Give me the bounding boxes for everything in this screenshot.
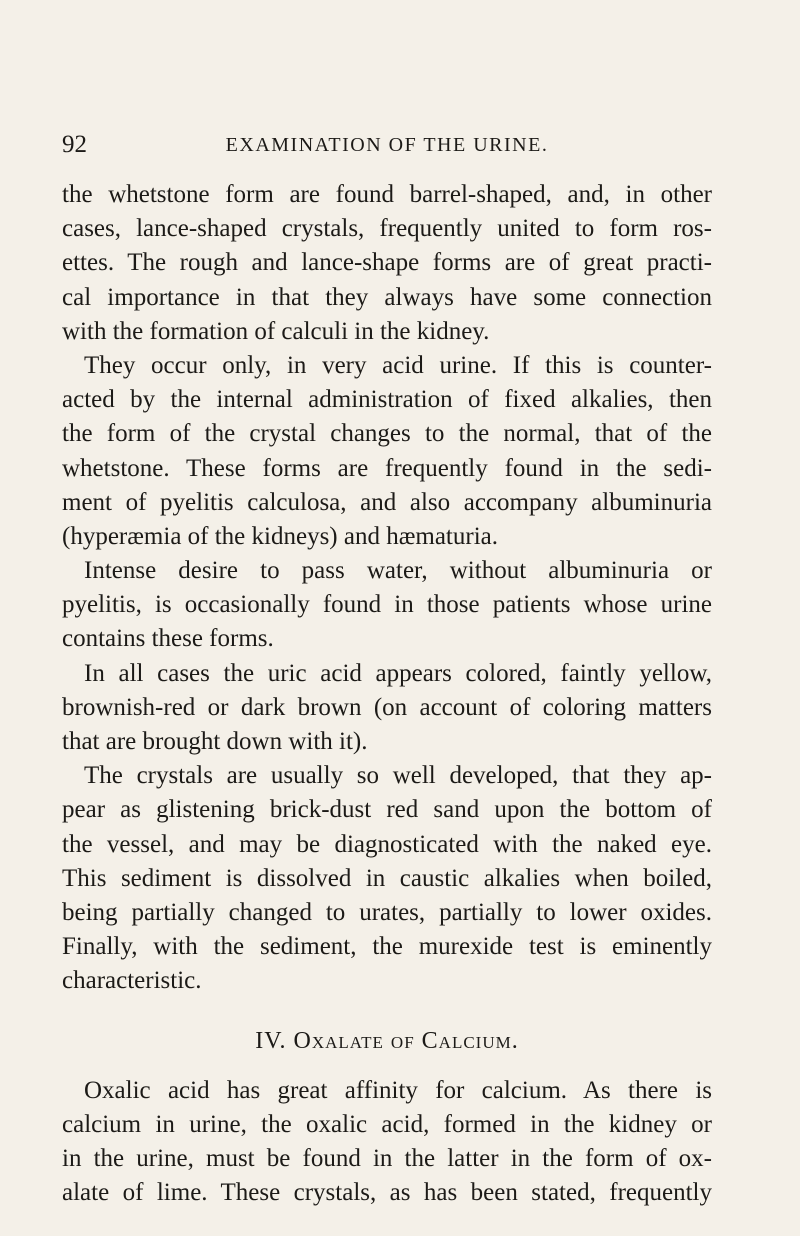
text-line: that are brought down with it). (62, 728, 368, 755)
text-line: acted by the internal administration of fixed alkalies, then (62, 386, 712, 414)
text-line: (hyperæmia of the kidneys) and hæmaturia. (62, 522, 498, 550)
text-line: cases, lance-shaped crystals, frequently united to form ros- (62, 215, 712, 243)
text-line: They occur only, in very acid urine. If this is counter- (84, 351, 712, 379)
text-line: pyelitis, is occasionally found in those patients whose urine (62, 591, 712, 619)
text-line: contains these forms. (62, 625, 274, 653)
body-text (62, 178, 712, 1210)
text-line: cal importance in that they always have some connection (62, 283, 712, 311)
text-line: the vessel, and may be diagnosticated with the naked eye. (62, 830, 712, 858)
text-line: ettes. The rough and lance-shape forms are of great practi- (62, 249, 712, 277)
running-head: EXAMINATION OF THE URINE. (225, 134, 549, 156)
text-line: whetstone. These forms are frequently found in the sedi- (62, 454, 712, 482)
text-line: Finally, with the sediment, the murexide test is eminently (62, 933, 712, 961)
text-line: This sediment is dissolved in caustic alkalies when boiled, (62, 864, 712, 892)
text-line: pear as glistening brick-dust red sand upon the bottom of (62, 796, 712, 824)
text-line: alate of lime. These crystals, as has been stated, frequently (62, 1179, 712, 1207)
text-line: the form of the crystal changes to the normal, that of the (62, 420, 712, 448)
text-line: Oxalic acid has great affinity for calcium. As there is (84, 1076, 712, 1104)
section-heading: IV. Oxalate of Calcium. (255, 1027, 519, 1054)
text-line: characteristic. (62, 967, 202, 995)
page-header (62, 130, 712, 160)
text-line: being partially changed to urates, partially to lower oxides. (62, 898, 712, 926)
text-line: calcium in urine, the oxalic acid, formed in the kidney or (62, 1110, 712, 1138)
text-line: the whetstone form are found barrel-shaped, and, in other (62, 181, 712, 208)
spacer (62, 1058, 712, 1074)
text-line: The crystals are usually so well developed, that they ap- (84, 762, 712, 790)
text-line: ment of pyelitis calculosa, and also accompany albuminuria (62, 488, 712, 516)
text-line: In all cases the uric acid appears colored, faintly yellow, (84, 659, 712, 687)
text-line: Intense desire to pass water, without albuminuria or (84, 557, 712, 585)
text-line: brownish-red or dark brown (on account of coloring matters (62, 693, 712, 721)
spacer (62, 999, 712, 1024)
page-number: 92 (62, 131, 87, 158)
text-line: with the formation of calculi in the kidney. (62, 317, 490, 345)
text-line: in the urine, must be found in the latter in the form of ox- (62, 1145, 712, 1173)
